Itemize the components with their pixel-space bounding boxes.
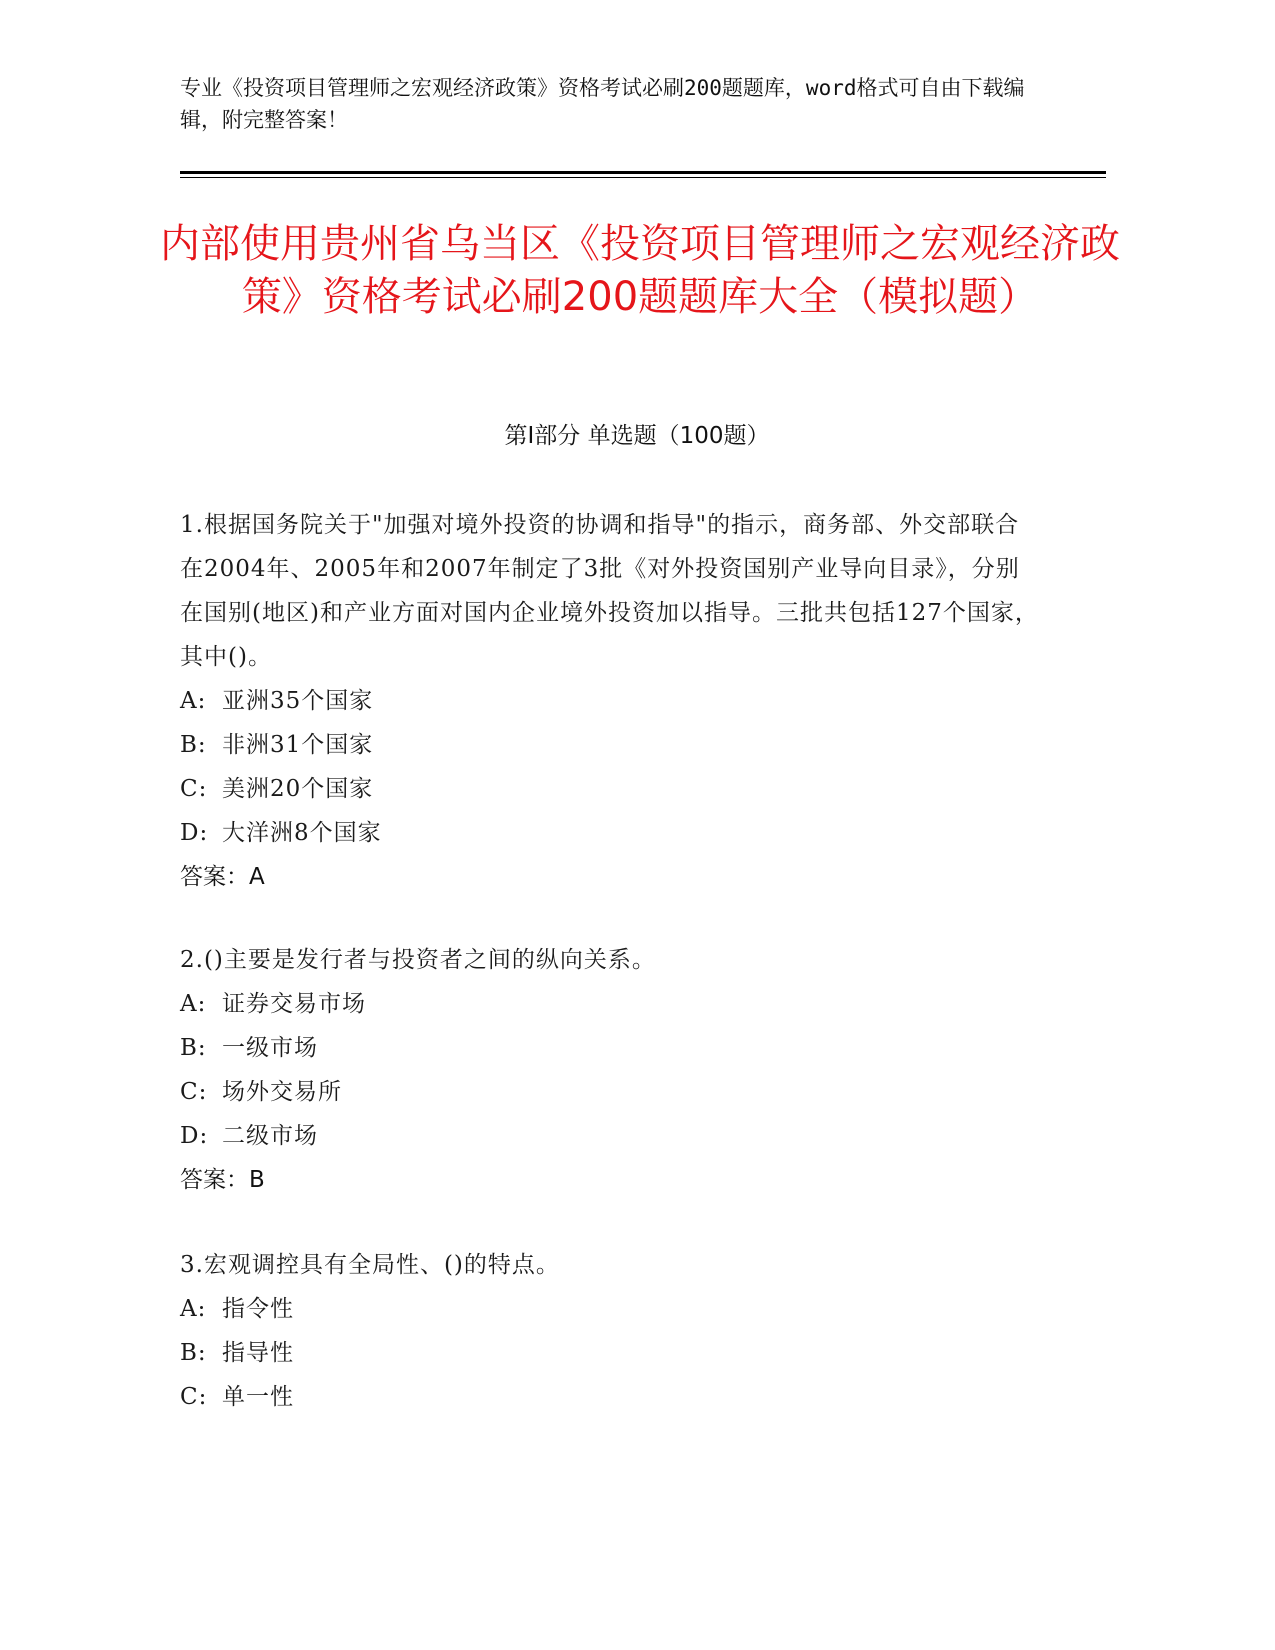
option-a — [180, 982, 1040, 1026]
answer-value: B — [249, 1167, 265, 1193]
question-2 — [180, 938, 1040, 1202]
option-letter: B: — [180, 732, 207, 758]
option-text: 证券交易市场 — [222, 991, 366, 1017]
option-d — [180, 811, 1040, 855]
option-letter: D: — [180, 1123, 209, 1149]
option-letter: C: — [180, 776, 208, 802]
section-heading: 第I部分 单选题（100题） — [504, 423, 770, 449]
option-text: 亚洲35个国家 — [222, 688, 374, 714]
document-title: 内部使用贵州省乌当区《投资项目管理师之宏观经济政策》资格考试必刷200题题库大全（模拟题） — [160, 221, 1120, 320]
question-1 — [180, 503, 1040, 899]
answer-label: 答案： — [180, 1167, 249, 1193]
option-text: 场外交易所 — [222, 1079, 342, 1105]
option-b — [180, 1331, 1040, 1375]
header-note: 专业《投资项目管理师之宏观经济政策》资格考试必刷200题题库，word格式可自由下载编辑，附完整答案！ — [180, 76, 1025, 132]
option-text: 大洋洲8个国家 — [222, 820, 382, 846]
header-rule-thin — [180, 177, 1106, 178]
option-c — [180, 1070, 1040, 1114]
option-b — [180, 723, 1040, 767]
option-letter: A: — [180, 1296, 207, 1322]
option-letter: D: — [180, 820, 209, 846]
option-text: 美洲20个国家 — [222, 776, 374, 802]
option-letter: B: — [180, 1340, 207, 1366]
option-letter: C: — [180, 1079, 208, 1105]
option-text: 单一性 — [222, 1384, 294, 1410]
header-rule-thick — [180, 171, 1106, 174]
option-a — [180, 679, 1040, 723]
answer-label: 答案： — [180, 864, 249, 890]
option-c — [180, 767, 1040, 811]
question-stem: 2.()主要是发行者与投资者之间的纵向关系。 — [180, 947, 656, 973]
option-text: 非洲31个国家 — [222, 732, 374, 758]
question-stem: 3.宏观调控具有全局性、()的特点。 — [180, 1252, 560, 1278]
option-text: 指导性 — [222, 1340, 294, 1366]
option-letter: C: — [180, 1384, 208, 1410]
option-text: 指令性 — [222, 1296, 294, 1322]
option-a — [180, 1287, 1040, 1331]
option-text: 一级市场 — [222, 1035, 318, 1061]
option-d — [180, 1114, 1040, 1158]
option-c — [180, 1375, 1040, 1419]
option-b — [180, 1026, 1040, 1070]
option-letter: A: — [180, 991, 207, 1017]
question-stem: 1.根据国务院关于"加强对境外投资的协调和指导"的指示，商务部、外交部联合在2004年、2005年和2007年制定了3批《对外投资国别产业导向目录》，分别在国别(地区)和产业方面对国内企业境外投资加以指导。三批共包括127个国家，其中()。 — [180, 512, 1039, 670]
option-text: 二级市场 — [222, 1123, 318, 1149]
answer-value: A — [249, 864, 265, 890]
question-3 — [180, 1243, 1040, 1419]
answer-line — [180, 1158, 1040, 1202]
option-letter: A: — [180, 688, 207, 714]
option-letter: B: — [180, 1035, 207, 1061]
answer-line — [180, 855, 1040, 899]
